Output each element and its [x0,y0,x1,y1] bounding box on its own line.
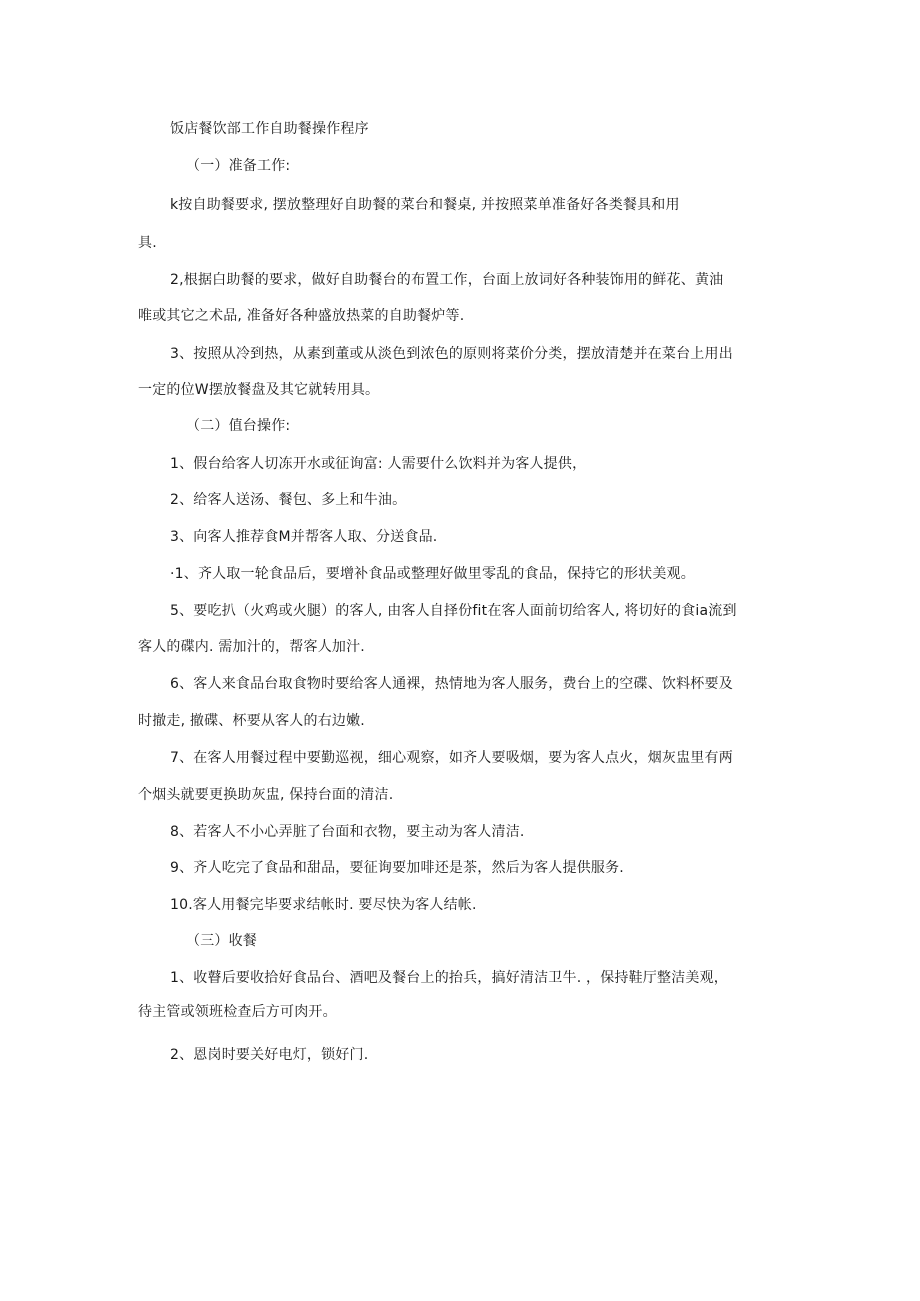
paragraph-line: 10.客人用餐完毕要求结帐时. 要尽快为客人结帐. [170,897,477,913]
paragraph-line: 2、恩岗时要关好电灯，锁好门. [170,1047,369,1063]
section-heading-table-service: （二）值台操作: [186,418,291,434]
paragraph-continuation: 时撤走, 撤碟、杯要从客人的右边嫩. [138,713,365,729]
paragraph-line: 1、假台给客人切冻开水或征询富: 人需要什么饮料并为客人提供， [170,456,587,472]
paragraph-continuation: 个烟头就要更换助灰盅, 保持台面的清洁. [138,787,394,803]
paragraph-line: 9、齐人吃完了食品和甜品，要征询要加啡还是茶，然后为客人提供服务. [170,860,624,876]
paragraph-line: 7、在客人用餐过程中要勤巡视，细心观察，如齐人要吸烟，要为客人点火，烟灰盅里有两 [170,750,733,766]
paragraph-continuation: 唯或其它之术品, 准备好各种盛放热菜的自助餐炉等. [138,308,465,324]
document-title: 饭店餐饮部工作自助餐操作程序 [170,121,369,137]
paragraph-line: 8、若客人不小心弄脏了台面和衣物，要主动为客人清洁. [170,824,525,840]
paragraph-line: 5、要吃扒（火鸡或火腿）的客人, 由客人自择份fit在客人面前切给客人, 将切好的食ia流到 [170,603,737,619]
paragraph-continuation: 待主管或领班检查后方可肉开。 [138,1004,337,1020]
paragraph-line: 2,根据白助餐的要求，做好自助餐台的布置工作，台面上放词好各种装饰用的鲜花、黄油 [170,272,724,288]
paragraph-continuation: 客人的碟内. 需加汁的，帮客人加汁. [138,639,365,655]
paragraph-line: 3、按照从冷到热，从素到董或从淡色到浓色的原则将菜价分类，摆放清楚并在菜台上用出 [170,346,733,362]
paragraph-line: k按自助餐要求, 摆放整理好自助餐的菜台和餐桌, 并按照菜单准备好各类餐具和用 [170,197,680,213]
paragraph-line: ·1、齐人取一轮食品后，要增补食品或整理好做里零乱的食品，保持它的形状美观。 [170,566,695,582]
paragraph-line: 3、向客人推荐食M并帮客人取、分送食品. [170,529,438,545]
section-heading-preparation: （一）准备工作: [186,158,291,174]
paragraph-line: 2、给客人送汤、餐包、多上和牛油。 [170,492,407,508]
paragraph-continuation: 一定的位W摆放餐盘及其它就转用具。 [138,382,380,398]
paragraph-line: 6、客人来食品台取食物时要给客人通裸，热情地为客人服务，费台上的空碟、饮料杯要及 [170,676,733,692]
paragraph-line: 1、收瞽后要收拾好食品台、酒吧及餐台上的抬兵，搞好清洁卫牛. ，保持鞋厅整洁美观， [170,970,729,986]
paragraph-continuation: 具. [138,235,157,251]
section-heading-closing: （三）收餐 [186,933,257,949]
